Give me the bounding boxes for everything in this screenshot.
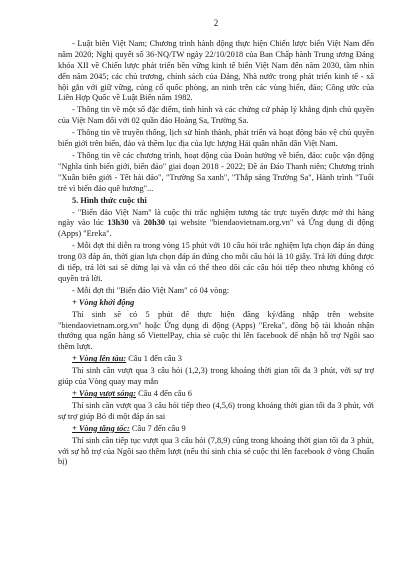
paragraph-navy-info: - Thông tin về truyền thống, lịch sử hình thành, phát triển và hoạt động bảo vệ chủ quyền biển giới trên biển, đảo và thềm lục địa của lực lượng Hải quân nhân dân Việt Nam. — [58, 128, 374, 149]
round-waves-range: Câu 4 đến câu 6 — [136, 389, 192, 398]
page-number: 2 — [213, 18, 219, 28]
schedule-text-end: tại website "biendaovietnam.org.vn" và Ứng dụng di động (Apps) "Ereka". — [58, 218, 374, 239]
round-speedup-range: Câu 7 đến câu 9 — [129, 423, 186, 433]
paragraph-contest-rules: - Mỗi đợt thi diễn ra trong vòng 15 phút với 10 câu hỏi trắc nghiệm lựa chọn đáp án đúng trong 03 đáp án, thời gian lựa chọn đáp án đúng cho mỗi câu hỏi là 10 giây. Trả lời đúng được đi tiếp, trả lời sai sẽ dừng lại và vẫn có thể theo dõi các câu hỏi tiếp theo nhưng không có quyền trả lời. — [58, 241, 374, 283]
schedule-time-1: 13h30 — [107, 218, 129, 228]
round-boarding-text: Thí sinh cần vượt qua 3 câu hỏi (1,2,3) trong khoảng thời gian tối đa 3 phút, với sự trợ giúp của Vòng quay may mắn — [58, 366, 374, 387]
schedule-time-2: 20h30 — [143, 218, 166, 228]
round-waves-text: Thí sinh cần vượt qua 3 câu hỏi tiếp theo (4,5,6) trong khoảng thời gian tối đa 3 phút, với sự trợ giúp Bỏ đi một đáp án sai — [58, 400, 374, 421]
round-warmup-title: + Vòng khởi động — [72, 297, 135, 307]
round-speedup-heading — [58, 424, 374, 435]
round-boarding-range: Câu 1 đến câu 3 — [126, 354, 182, 364]
round-waves-heading — [58, 389, 374, 400]
round-speedup-title: + Vòng tăng tốc: — [72, 423, 130, 433]
round-warmup-text: Thí sinh sẽ có 5 phút để thực hiện đăng ký/đăng nhập trên website "biendaovietnam.org.vn" hoặc Ứng dụng di động (Apps) "Ereka", đồng bộ tài khoản nhận thưởng qua ngân hàng số ViettelPay, chia sẻ cuộc thi lên facebook để nhận hỗ trợ Ngôi sao thêm lượt. — [58, 309, 374, 352]
section-heading-contest-format: 5. Hình thức cuộc thi — [72, 195, 147, 205]
schedule-text-and: và — [128, 218, 144, 228]
round-speedup-text: Thí sinh cần tiếp tục vượt qua 3 câu hỏi (7,8,9) cũng trong khoảng thời gian tối đa 3 phút, với sự hỗ trợ của Ngôi sao thêm lượt (nếu thí sinh chia sẻ cuộc thi lên facebook ở vòng Chuẩn bị) — [58, 435, 374, 467]
round-boarding-heading — [58, 354, 374, 365]
paragraph-law-list: - Luật biên Việt Nam; Chương trình hành động thực hiện Chiến lược biển Việt Nam đến năm 2020; Nghị quyết số 36-NQ/TW ngày 22/10/2018 của Ban Chấp hành Trung ương Đảng khóa XII về Chiến lược phát triển bền vững kinh tế biển Việt Nam đến năm 2030, tầm nhìn đến năm 2045; các chủ trương, chính sách của Đảng, Nhà nước trong phát triển kinh tế - xã hội gắn với giữ vững, củng cố quốc phòng, an ninh trên các vùng biển, đảo; Công ước của Liên Hợp Quốc về Luật Biển năm 1982. — [58, 38, 374, 103]
schedule-text-start: - "Biển đảo Việt Nam" là cuộc thi trắc nghiệm tương tác trực tuyến được mở thi hàng ngày vào lúc — [58, 207, 374, 228]
paragraph-contest-schedule — [58, 208, 374, 241]
round-boarding-title: + Vòng lên tàu: — [72, 354, 127, 364]
paragraph-youth-programs: - Thông tin về các chương trình, hoạt động của Đoàn hướng về biển, đảo: cuộc vận động "Nghĩa tình biển giới, biển đảo" giai đoạn 2018 - 2022; Đề án Đảo Thanh niên; Chương trình "Xuân biên giới - Tết hải đảo", "Trường Sa xanh", "Thắp sáng Trường Sa", Hành trình "Tuổi trẻ vì biển đảo quê hương"... — [58, 150, 374, 193]
round-waves-title: + Vòng vượt sóng: — [72, 389, 137, 398]
paragraph-rounds-intro: - Mỗi đợt thi "Biển đảo Việt Nam" có 04 vòng: — [72, 285, 230, 295]
paragraph-sovereignty-info: - Thông tin về một số đặc điểm, tình hình và các chứng cứ pháp lý khẳng định chủ quyền của Việt Nam đối với 02 quần đảo Hoàng Sa, Trường Sa. — [58, 105, 374, 126]
